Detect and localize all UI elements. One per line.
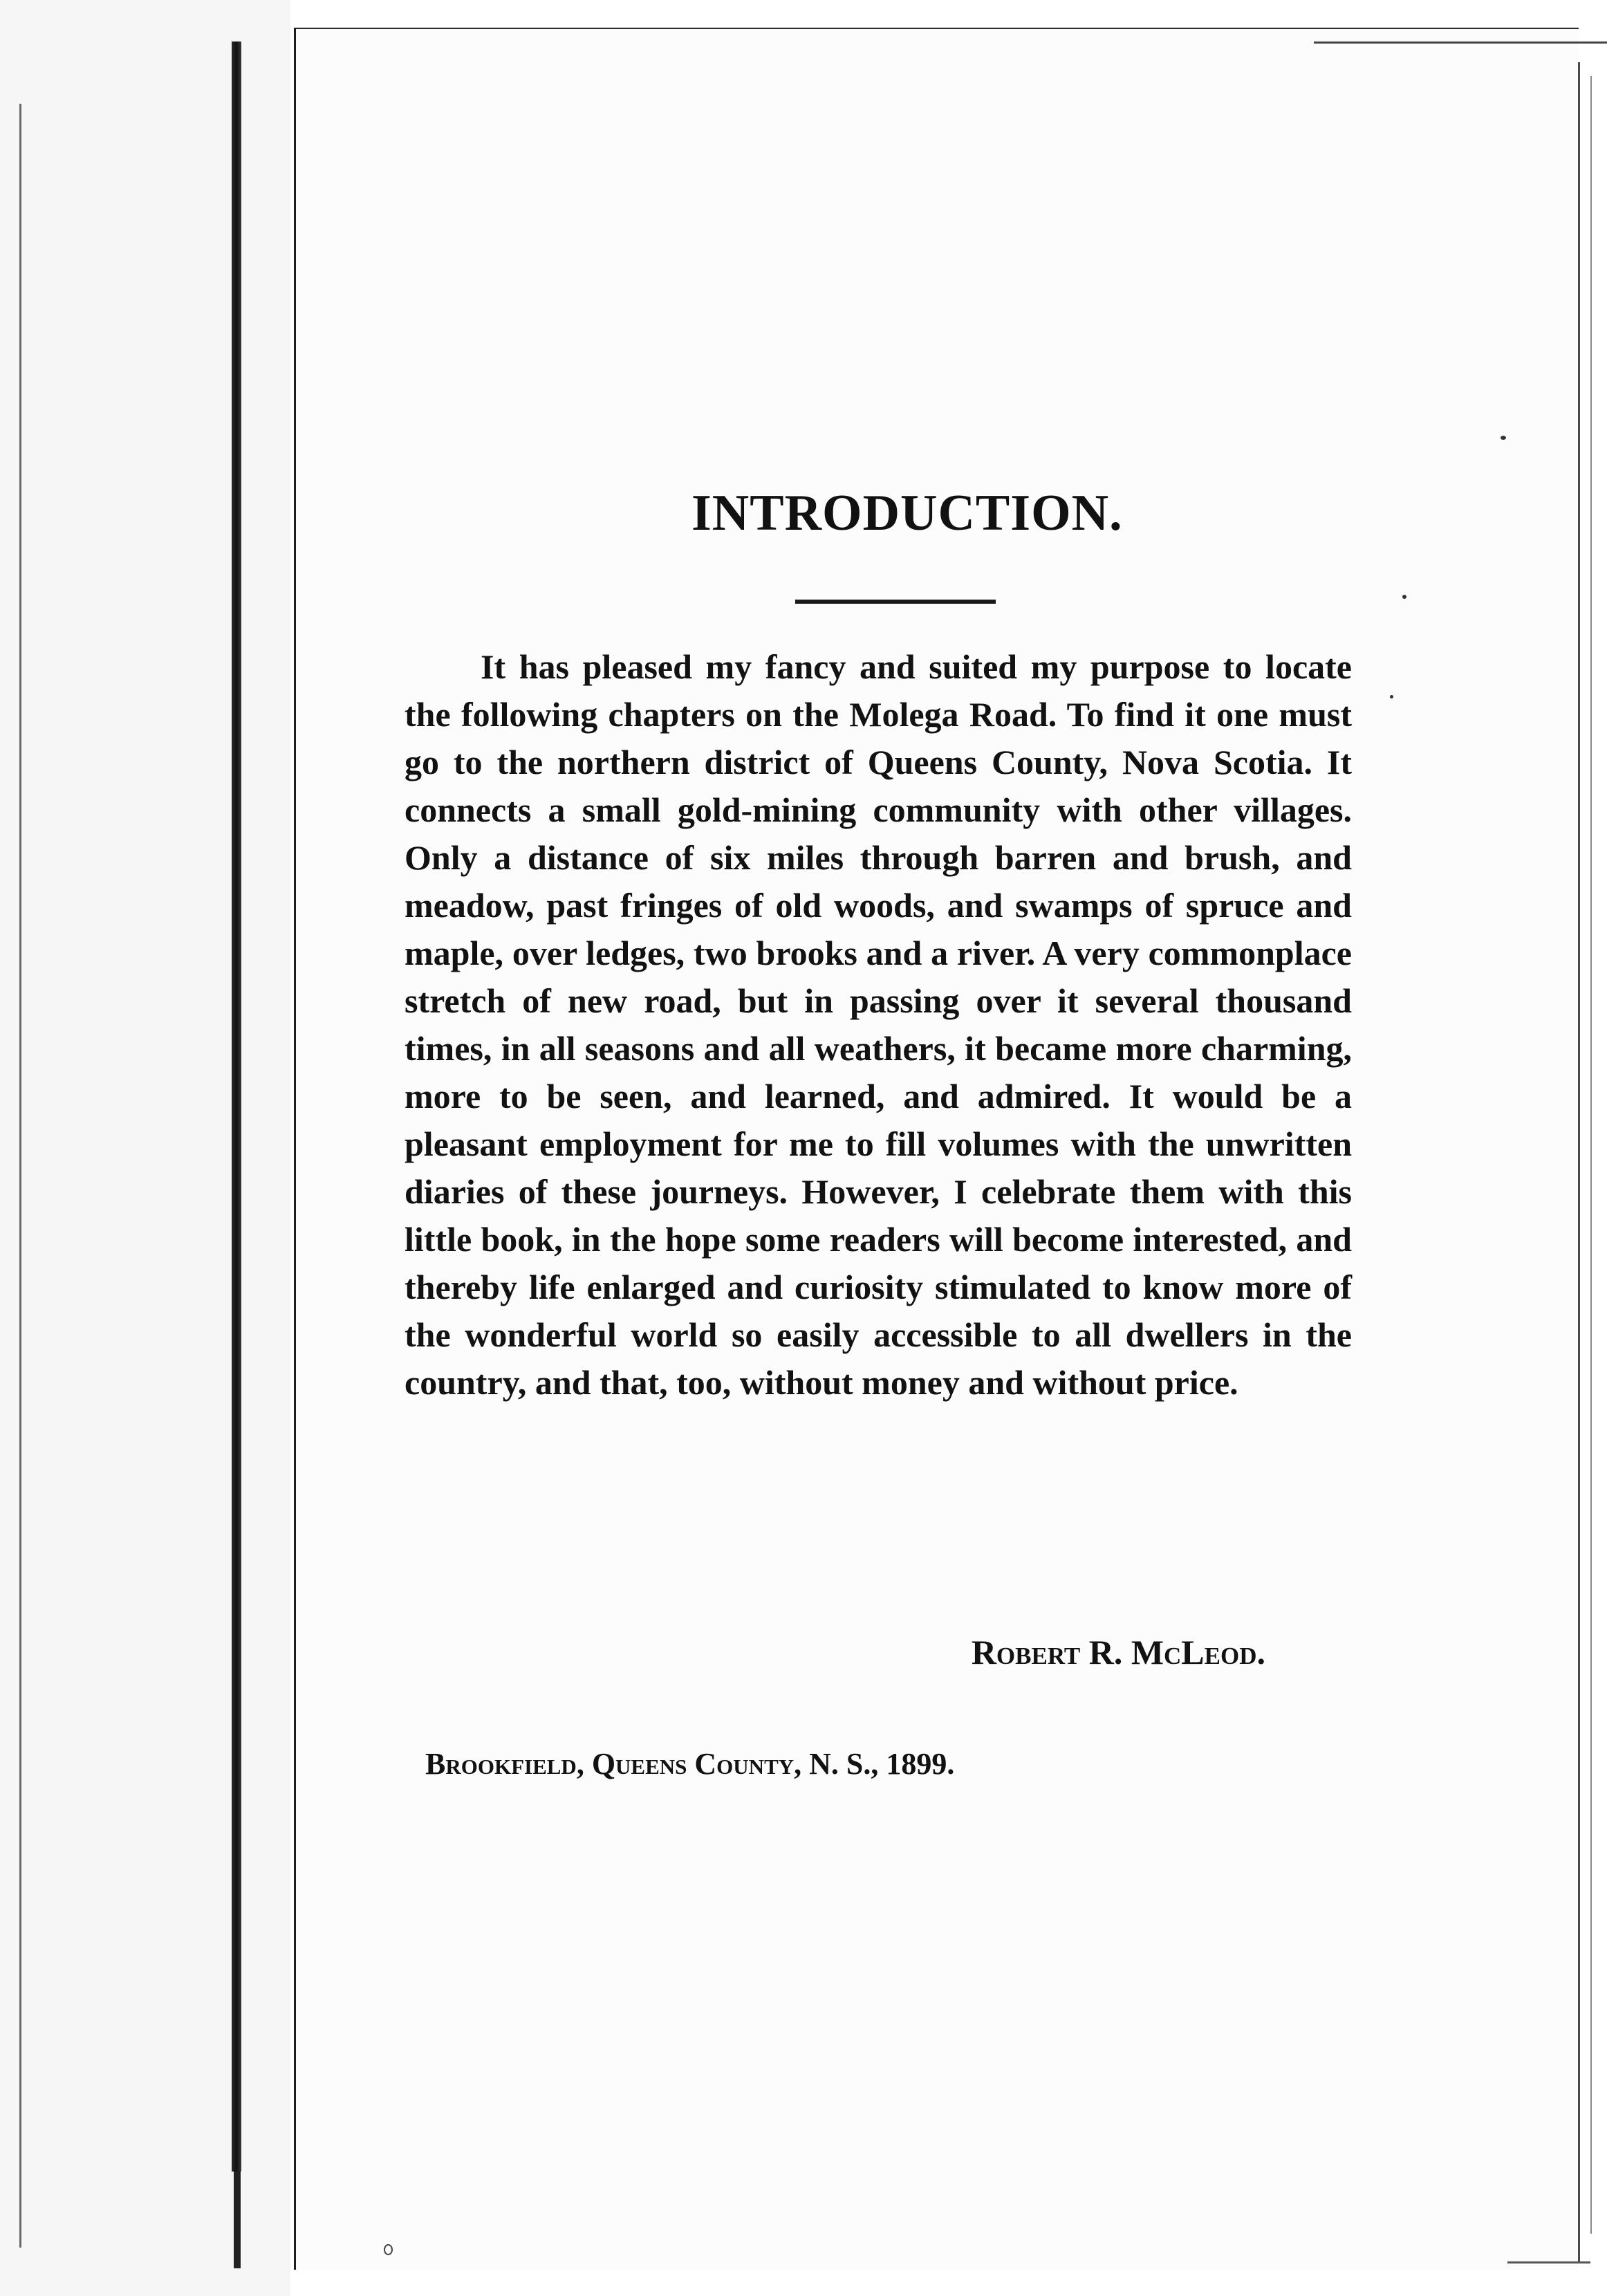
introduction-paragraph: It has pleased my fancy and suited my purpose to locate the following chapters on the Molega Road. To find it one must go to the northern district of Queens County, Nova Scotia. It connects a small gold-mining community with other villages. Only a distance of six miles through barren and brush, and meadow, past fringes of old woods, and swamps of spruce and maple, over ledges, two brooks and a river. A very commonplace stretch of new road, but in passing over it several thousand times, in all seasons and all weathers, it became more charming, more to be seen, and learned, and admired. It would be a pleasant employment for me to fill volumes with the unwritten diaries of these journeys. However, I celebrate them with this little book, in the hope some readers will become interested, and thereby life enlarged and curiosity stimulated to know more of the wonderful world so easily accessible to all dwellers in the country, and that, too, without money and without price. — [405, 647, 1352, 1402]
page-right-edge — [1578, 62, 1580, 2261]
page-right-edge-inner — [1590, 76, 1592, 2234]
place-and-date: Brookfield, Queens County, N. S., 1899. — [425, 1747, 955, 1781]
left-facing-page — [0, 0, 290, 2296]
scan-speck — [1390, 695, 1393, 698]
book-binding — [232, 41, 241, 2172]
scan-speck — [1402, 595, 1406, 599]
page-top-edge — [1314, 41, 1607, 64]
title-rule — [795, 600, 996, 604]
page-title: INTRODUCTION. — [691, 485, 1123, 541]
scan-speck — [1501, 436, 1506, 440]
page-bottom-edge — [1507, 2261, 1590, 2263]
left-page-edge — [19, 104, 21, 2248]
scan-speck — [384, 2244, 393, 2255]
book-binding-lower — [234, 2172, 241, 2268]
author-signature: Robert R. McLeod. — [971, 1633, 1265, 1672]
